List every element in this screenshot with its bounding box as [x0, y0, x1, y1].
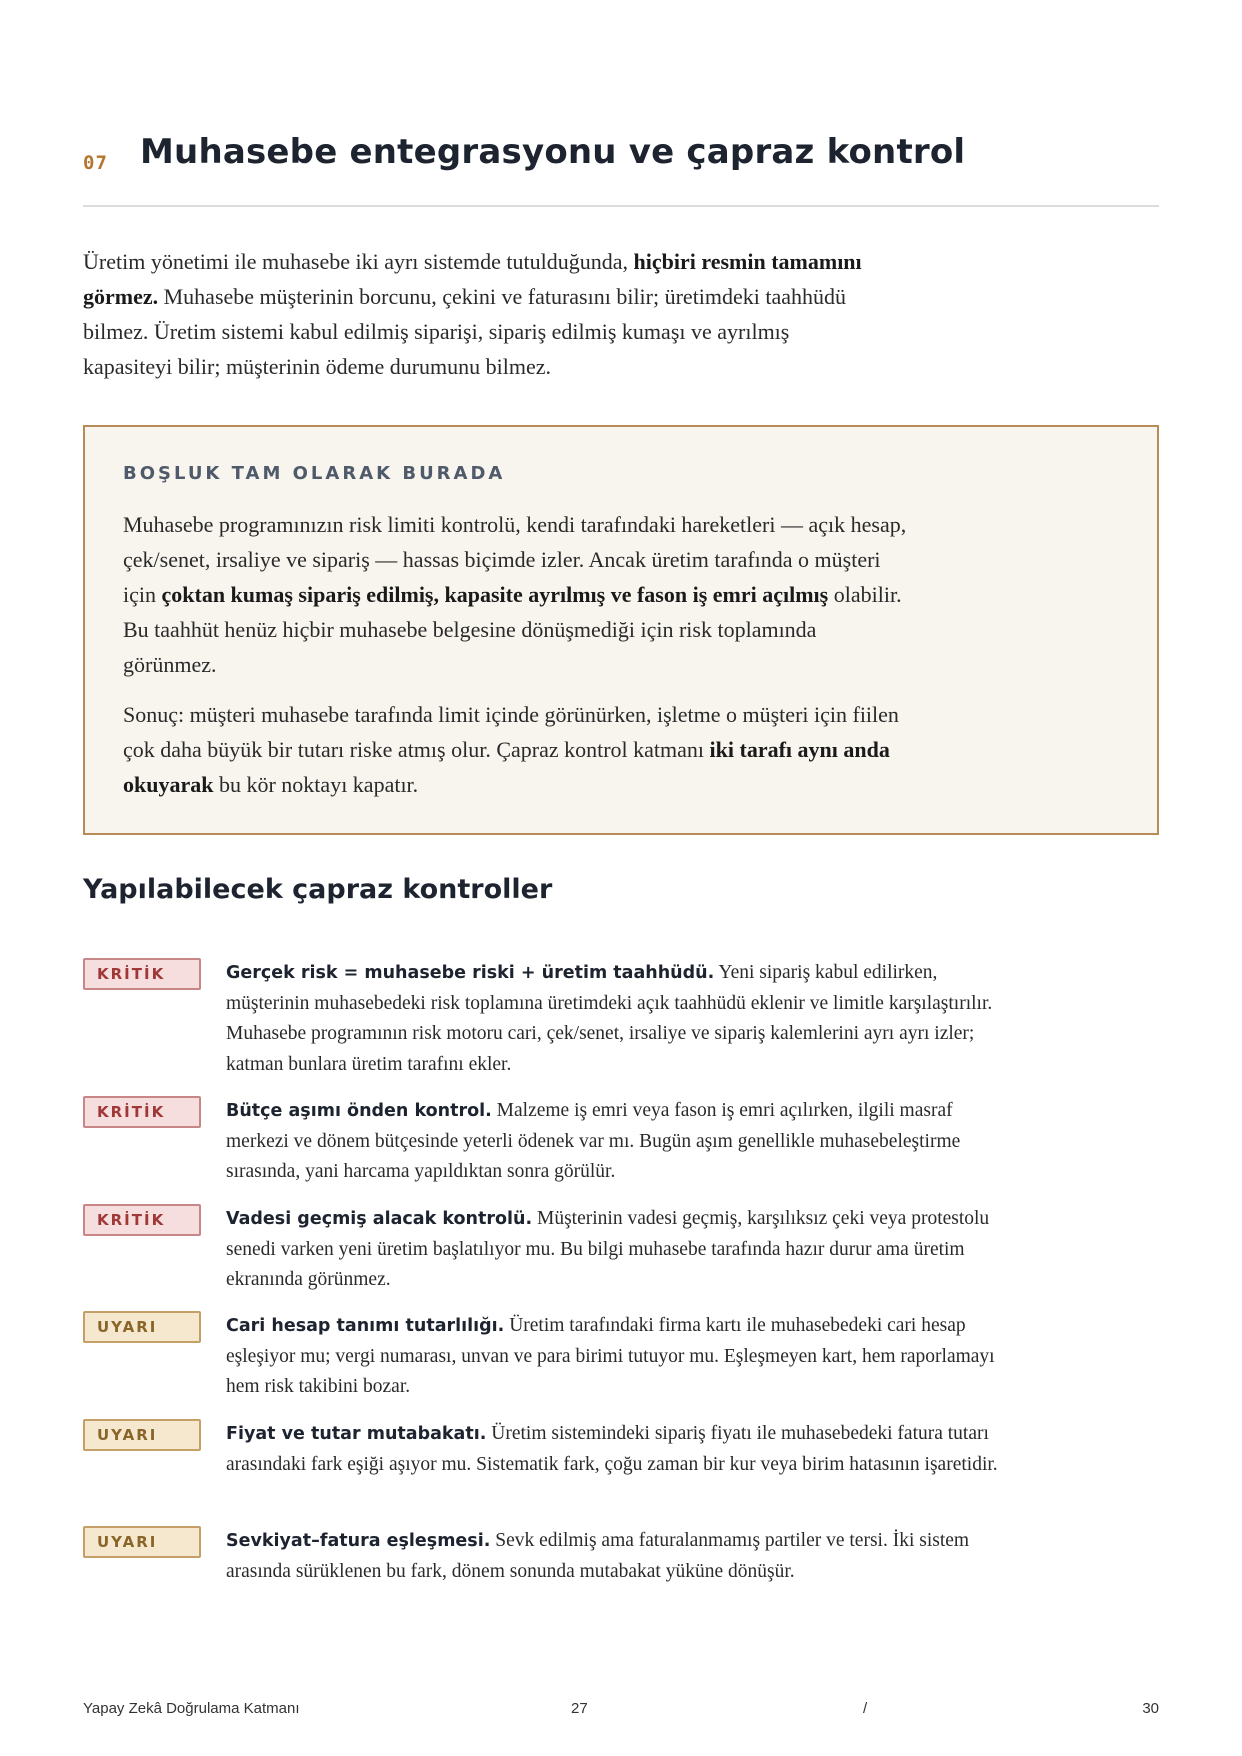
control-lead: Cari hesap tanımı tutarlılığı. [226, 1316, 505, 1336]
severity-badge: UYARI [83, 1419, 201, 1451]
footer-page-number: 27 [571, 1700, 588, 1717]
callout-body [123, 507, 913, 802]
control-description [226, 1419, 1006, 1480]
footer-title: Yapay Zekâ Doğrulama Katmanı [83, 1700, 300, 1717]
callout-p2-text-2: bu kör noktayı kapatır. [213, 772, 419, 797]
intro-bold: hiçbiri resmin tamamını görmez. [83, 249, 862, 309]
control-description [226, 1096, 1006, 1188]
control-text: Yeni sipariş kabul edilirken, müşterinin muhasebedeki risk toplamına üretimdeki açık taahhüdü eklenir ve limitle karşılaştırılır. Muhasebe programının risk motoru cari, çek/senet, irsaliye ve sipariş kalemlerini ayrı ayrı izler; katman bunlara üretim tarafını ekler. [226, 962, 993, 1075]
control-text: Müşterinin vadesi geçmiş, karşılıksız çeki veya protestolu senedi varken yeni üretim başlatılıyor mu. Bu bilgi muhasebe tarafında hazır durur ama üretim ekranında görünmez. [226, 1208, 990, 1290]
intro-text-1: Üretim yönetimi ile muhasebe iki ayrı sistemde tutulduğunda, [83, 249, 634, 274]
control-lead: Bütçe aşımı önden kontrol. [226, 1101, 492, 1121]
control-text: Malzeme iş emri veya fason iş emri açılırken, ilgili masraf merkezi ve dönem bütçesinde yeterli ödenek var mı. Bugün aşım genellikle muhasebeleştirme sırasında, yani harcama yapıldıktan sonra görülür. [226, 1100, 961, 1182]
control-lead: Sevkiyat–fatura eşleşmesi. [226, 1531, 491, 1551]
controls-title: Yapılabilecek çapraz kontroller [83, 874, 553, 905]
severity-badge: UYARI [83, 1526, 201, 1558]
intro-text-2: Muhasebe müşterinin borcunu, çekini ve faturasını bilir; üretimdeki taahhüdü bilmez. Üretim sistemi kabul edilmiş siparişi, sipariş edilmiş kumaşı ve ayrılmış kapasiteyi bilir; müşterinin ödeme durumunu bilmez. [83, 284, 847, 379]
control-text: Sevk edilmiş ama faturalanmamış partiler ve tersi. İki sistem arasında sürüklenen bu fark, dönem sonunda mutabakat yüküne dönüşür. [226, 1530, 970, 1582]
control-description [226, 958, 1006, 1080]
callout-paragraph [123, 697, 913, 802]
control-lead: Gerçek risk = muhasebe riski + üretim taahhüdü. [226, 963, 715, 983]
severity-badge: KRİTİK [83, 1096, 201, 1128]
control-lead: Vadesi geçmiş alacak kontrolü. [226, 1209, 533, 1229]
section-number: 07 [83, 152, 108, 174]
section-header [83, 132, 1159, 207]
callout-heading: BOŞLUK TAM OLARAK BURADA [123, 463, 506, 484]
control-description [226, 1311, 1006, 1403]
control-text: Üretim tarafındaki firma kartı ile muhasebedeki cari hesap eşleşiyor mu; vergi numarası, unvan ve para birimi tutuyor mu. Eşleşmeyen kart, hem raporlamayı hem risk takibini bozar. [226, 1315, 995, 1397]
control-description [226, 1204, 1006, 1296]
severity-badge: UYARI [83, 1311, 201, 1343]
section-title: Muhasebe entegrasyonu ve çapraz kontrol [140, 132, 966, 172]
severity-badge: KRİTİK [83, 958, 201, 990]
callout-p1-text-2: olabilir. Bu taahhüt henüz hiçbir muhasebe belgesine dönüşmediği için risk toplamında görünmez. [123, 582, 902, 677]
callout-box [83, 425, 1159, 835]
footer-total-pages: 30 [1142, 1700, 1159, 1717]
callout-paragraph [123, 507, 913, 682]
callout-p1-text-1: Muhasebe programınızın risk limiti kontrolü, kendi tarafındaki hareketleri — açık hesap, çek/senet, irsaliye ve sipariş — hassas biçimde izler. Ancak üretim tarafında o müşteri için [123, 512, 907, 607]
document-page [83, 0, 1159, 1756]
control-text: Üretim sistemindeki sipariş fiyatı ile muhasebedeki fatura tutarı arasındaki fark eşiği aşıyor mu. Sistematik fark, çoğu zaman bir kur veya birim hatasının işaretidir. [226, 1423, 998, 1475]
intro-paragraph [83, 244, 873, 384]
callout-p2-text-1: Sonuç: müşteri muhasebe tarafında limit içinde görünürken, işletme o müşteri için fiilen çok daha büyük bir tutarı riske atmış olur. Çapraz kontrol katmanı [123, 702, 899, 762]
page-footer [83, 1700, 1159, 1722]
callout-p2-bold: iki tarafı aynı anda okuyarak [123, 737, 890, 797]
footer-separator: / [863, 1700, 868, 1717]
callout-p1-bold: çoktan kumaş sipariş edilmiş, kapasite ayrılmış ve fason iş emri açılmış [161, 582, 829, 607]
control-lead: Fiyat ve tutar mutabakatı. [226, 1424, 487, 1444]
severity-badge: KRİTİK [83, 1204, 201, 1236]
control-description [226, 1526, 1006, 1587]
